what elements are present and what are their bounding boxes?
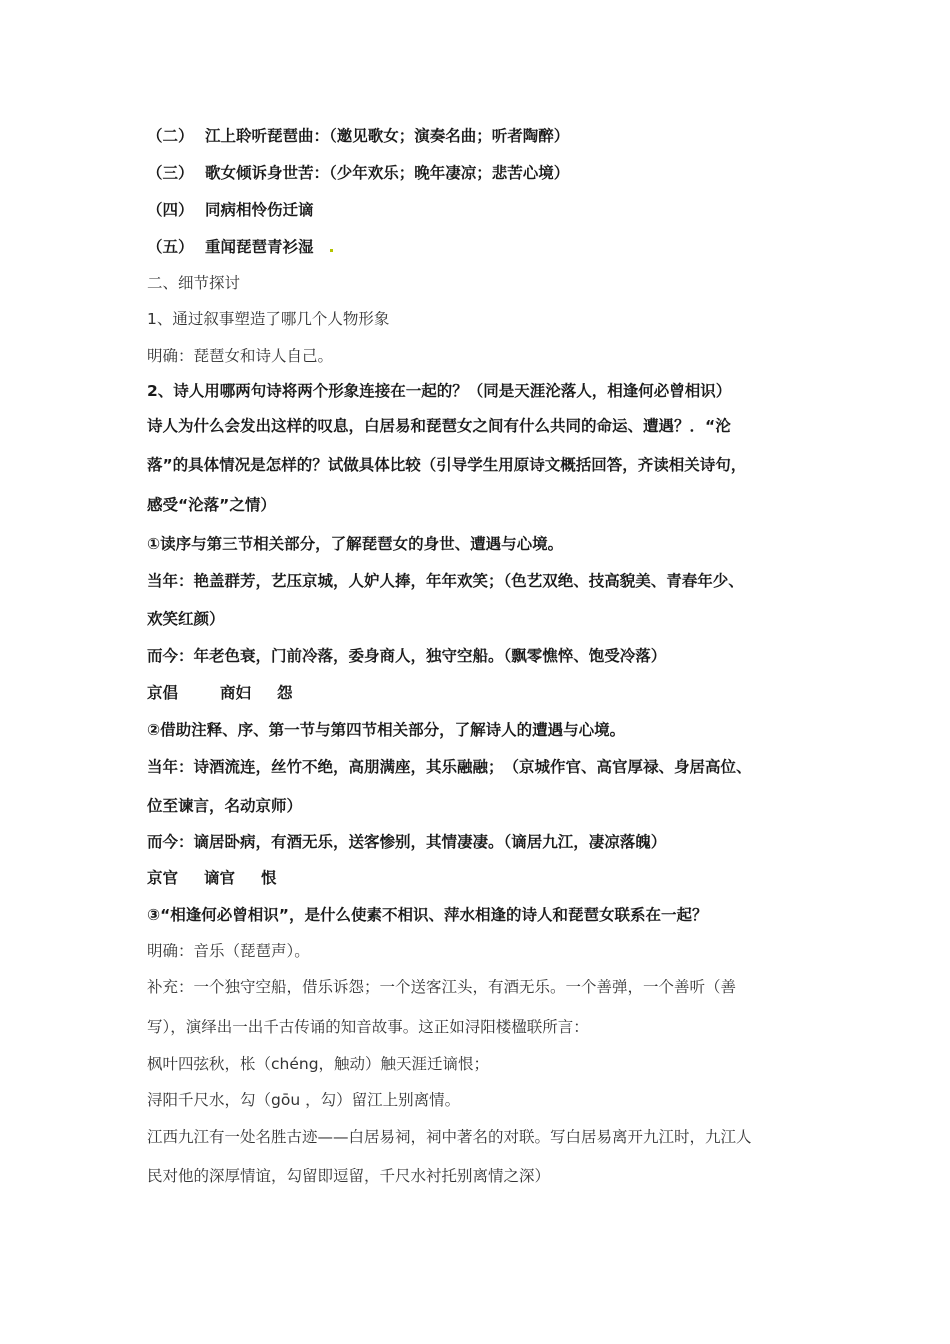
then-text: 诗酒流连，丝竹不绝，高朋满座，其乐融融； （京城作官、高官厚禄、身居高位、 [193,758,752,776]
point-3-title: ③“相逢何必曾相识”，是什么使素不相识、萍水相逢的诗人和琵琶女联系在一起？ [147,906,708,924]
point-1-then-line-2: 欢笑红颜） [147,610,225,628]
section-text: 重闻琵琶青衫湿 [205,238,314,256]
supplement-line-1: 补充：一个独守空船，借乐诉怨；一个送客江头，有酒无乐。一个善弹，一个善听（善 [147,978,737,996]
section-4 [147,199,850,221]
closing-line-2: 民对他的深厚情谊，勾留即逗留，千尺水衬托别离情之深） [147,1167,551,1185]
point-2-title: ②借助注释、序、第一节与第四节相关部分，了解诗人的遭遇与心境。 [147,721,626,739]
question-1-answer: 明确：琵琶女和诗人自己。 [147,347,334,365]
point-2-words [147,867,850,889]
question-2-line-2: 落”的具体情况是怎样的？试做具体比较（引导学生用原诗文概括回答，齐读相关诗句， [147,456,747,474]
word: 京官 [147,869,179,887]
mark-dot [330,249,333,252]
section-5 [147,236,850,258]
section-text: 歌女倾诉身世苦：（少年欢乐；晚年凄凉；悲苦心境） [205,164,570,182]
point-1-then-line-1: 当年：艳盖群芳，艺压京城，人妒人捧，年年欢笑；（色艺双绝、技高貌美、青春年少、 [147,572,744,590]
section-3 [147,162,850,184]
question-2-line-1: 诗人为什么会发出这样的叹息，白居易和琵琶女之间有什么共同的命运、遭遇？．“沦 [147,417,731,435]
couplet-line-2: 浔阳千尺水，勾（gōu ，勾）留江上别离情。 [147,1091,461,1109]
point-2-then-line-2: 位至谏言，名动京师） [147,797,303,815]
part2-title: 二、细节探讨 [147,274,241,292]
section-2 [147,125,850,147]
question-2: 2、诗人用哪两句诗将两个形象连接在一起的？（同是天涯沦落人，相逢何必曾相识） [147,382,732,400]
word: 恨 [261,869,277,887]
supplement-line-2: 写），演绎出一出千古传诵的知音故事。这正如浔阳楼楹联所言： [147,1018,589,1036]
section-label: （二） [147,127,194,145]
closing-line-1: 江西九江有一处名胜古迹——白居易祠，祠中著名的对联。写白居易离开九江时，九江人 [147,1128,752,1146]
section-label: （三） [147,164,194,182]
question-1: 1、通过叙事塑造了哪几个人物形象 [147,310,390,328]
section-text: 江上聆听琵琶曲：（邀见歌女；演奏名曲；听者陶醉） [205,127,570,145]
section-label: （四） [147,201,194,219]
section-label: （五） [147,238,194,256]
point-2-then-line-1 [147,756,850,778]
point-1-words [147,682,850,704]
word: 商妇 [220,684,252,702]
point-1-title: ①读序与第三节相关部分，了解琵琶女的身世、遭遇与心境。 [147,535,564,553]
then-label: 当年： [147,758,194,776]
point-1-now: 而今：年老色衰，门前冷落，委身商人，独守空船。（飘零憔悴、饱受冷落） [147,647,667,665]
word: 京倡 [147,684,179,702]
question-2-line-3: 感受“沦落”之情） [147,496,276,514]
point-3-answer: 明确：音乐（琵琶声）。 [147,942,310,960]
word: 谪官 [204,869,236,887]
section-text: 同病相怜伤迁谪 [205,201,314,219]
word: 怨 [277,684,293,702]
point-2-now: 而今：谪居卧病，有酒无乐，送客惨别，其情凄凄。（谪居九江，凄凉落魄） [147,833,667,851]
couplet-line-1: 枫叶四弦秋，枨（chéng，触动）触天涯迁谪恨； [147,1055,490,1073]
